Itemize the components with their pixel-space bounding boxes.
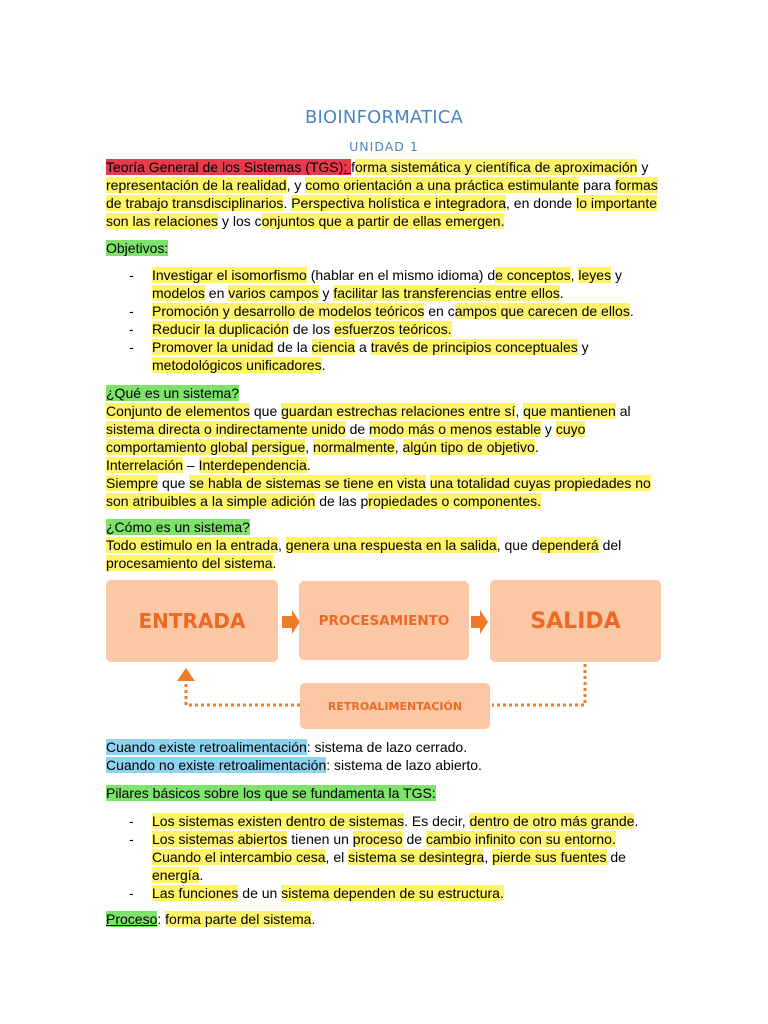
section-heading: Objetivos: (106, 240, 169, 256)
text-run: que (158, 475, 190, 491)
highlight-run: ciencia (311, 339, 356, 355)
highlight-run: cuyo (555, 421, 586, 437)
list-item (106, 302, 666, 320)
objetivos-list (106, 266, 666, 374)
text-run: : sistema de lazo cerrado. (306, 739, 468, 755)
text-run: de (402, 831, 426, 847)
highlight-run: Las funciones (152, 885, 239, 901)
intro-line (106, 158, 666, 176)
highlight-run: Promoción y desarrollo de modelos teóricos (152, 303, 425, 319)
pilares-list (106, 812, 666, 902)
text-run: , en donde (506, 195, 577, 211)
section-heading: ¿Qué es un sistema? (106, 385, 240, 401)
process-box (299, 581, 469, 660)
highlight-run: son las relaciones (106, 213, 219, 229)
system-diagram (106, 580, 662, 720)
text-run: . (306, 457, 311, 473)
highlight-run: guardan estrechas relaciones entre sí (281, 403, 516, 419)
text-run: : sistema de lazo abierto. (326, 757, 482, 773)
intro-line (106, 194, 666, 212)
text-run: de los (288, 321, 335, 337)
text-run: , (570, 267, 579, 283)
highlight-run: Investigar el isomorfismo (152, 267, 307, 283)
highlight-run: representación de la realidad (106, 177, 287, 193)
text-run: , (305, 439, 314, 455)
list-item (106, 338, 666, 374)
section-heading: ¿Cómo es un sistema? (106, 519, 250, 535)
input-box (106, 580, 278, 662)
highlight-run: ampos que carecen de ellos (454, 303, 630, 319)
intro-line (106, 212, 666, 230)
text-run: al (615, 403, 631, 419)
arrow-up-icon (177, 668, 195, 681)
text-run: , (278, 537, 286, 553)
highlight-run: Interdependencia (198, 457, 307, 473)
intro-paragraph (106, 158, 666, 230)
highlight-run: sistema se desintegra (348, 849, 485, 865)
objetivos-heading (106, 239, 666, 257)
highlight-run: Los sistemas abiertos (152, 831, 288, 847)
text-run: , y (286, 177, 306, 193)
output-box (490, 580, 661, 662)
intro-line (106, 176, 666, 194)
text-run: y (611, 267, 622, 283)
text-run: . (199, 867, 204, 883)
arrow-right-icon (282, 610, 300, 634)
text-run: para (579, 177, 615, 193)
text-run: de las p (315, 493, 369, 509)
highlight-run: son atribuibles a la simple adición (106, 493, 316, 509)
highlight-run: Perspectiva holística e integradora (291, 195, 507, 211)
pilares-list-block (106, 812, 666, 902)
highlight-run: algún tipo de objetivo (402, 439, 535, 455)
output-label: SALIDA (530, 608, 621, 634)
highlight-run: onjuntos que a partir de ellas emergen. (261, 213, 505, 229)
text-run: . (629, 303, 634, 319)
text-run: en (204, 285, 229, 301)
tgs-term: Teoría General de los Sistemas (TGS) (106, 159, 344, 175)
page-title: BIOINFORMATICA (304, 107, 464, 128)
text-run: de un (238, 885, 282, 901)
highlight-run: esfuerzos teóricos. (334, 321, 452, 337)
highlight-run: pierde sus fuentes (492, 849, 607, 865)
highlight-run: comportamiento global (106, 439, 248, 455)
page-subtitle: UNIDAD 1 (349, 139, 419, 154)
text-run: a (355, 339, 371, 355)
text-run: en c (424, 303, 455, 319)
highlight-run: cambio infinito con su entorno. (425, 831, 616, 847)
highlight-run: dentro de otro más grande (469, 813, 635, 829)
objetivos-list-block (106, 266, 666, 374)
text-run: . (311, 911, 316, 927)
como-paragraph (106, 518, 666, 572)
input-label: ENTRADA (138, 609, 246, 633)
section-heading: Pilares básicos sobre los que se fundamenta la TGS: (106, 785, 436, 801)
highlight-run: orma sistemática y científica de aproximación (354, 159, 638, 175)
highlight-run: Todo estimulo en la entrada (106, 537, 278, 553)
highlight-run: se habla de sistemas se tiene en vista (189, 475, 426, 491)
feedback-label: RETROALIMENTACIÓN (327, 699, 463, 713)
text-run: . Es decir, (404, 813, 470, 829)
highlight-run: ropiedades o componentes. (368, 493, 542, 509)
text-run: . (534, 439, 539, 455)
text-run: de la (273, 339, 312, 355)
text-run: que (250, 403, 282, 419)
highlight-run: sistema directa o indirectamente unido (106, 421, 346, 437)
highlight-run: través de principios conceptuales (370, 339, 578, 355)
highlight-run: procesamiento del sistema (106, 555, 273, 571)
list-item (106, 812, 666, 830)
text-run: – (183, 457, 199, 473)
highlight-run: una totalidad cuyas propiedades no (429, 475, 651, 491)
arrow-right-icon (471, 610, 488, 634)
list-item (106, 320, 666, 338)
text-run: de (606, 849, 626, 865)
text-run: . (559, 285, 564, 301)
highlight-run: persigue (251, 439, 306, 455)
text-run: (hablar en el mismo idioma) d (306, 267, 496, 283)
text-run: f (351, 159, 355, 175)
text-run: del (598, 537, 622, 553)
highlight-run: modelos (152, 285, 205, 301)
text-run: : (343, 159, 352, 175)
highlight-run: Reducir la duplicación (152, 321, 289, 337)
highlight-run: genera una respuesta en la salida (285, 537, 497, 553)
pilares-heading (106, 784, 666, 802)
sistema-paragraph (106, 384, 666, 510)
highlight-run: forma parte del sistema (165, 911, 312, 927)
text-run: , (515, 403, 524, 419)
highlight-run: modo más o menos estable (369, 421, 542, 437)
text-run: , (394, 439, 403, 455)
text-run: . (283, 195, 292, 211)
highlight-run: Promover la unidad (152, 339, 274, 355)
highlight-run: Cuando el intercambio cesa (152, 849, 326, 865)
highlight-run: Cuando existe retroalimentación (106, 739, 307, 755)
highlight-run: leyes (578, 267, 612, 283)
highlight-run: formas (615, 177, 658, 193)
text-run: tienen un (287, 831, 353, 847)
text-run: : (157, 911, 166, 927)
highlight-run: Los sistemas existen dentro de sistemas (152, 813, 405, 829)
text-run: , que d (496, 537, 540, 553)
proceso-term: Proceso (106, 911, 158, 927)
text-run: , (484, 849, 493, 865)
text-run: . (272, 555, 277, 571)
highlight-run: varios campos (228, 285, 319, 301)
text-run: de (345, 421, 370, 437)
highlight-run: Conjunto de elementos (106, 403, 250, 419)
text-run (248, 439, 252, 455)
highlight-run: como orientación a una práctica estimulante (305, 177, 580, 193)
text-run: . (634, 813, 639, 829)
proceso-line (106, 910, 666, 928)
highlight-run: e conceptos (495, 267, 571, 283)
text-run: y (637, 159, 649, 175)
highlight-run: facilitar las transferencias entre ellos (333, 285, 560, 301)
highlight-run: metodológicos unificadores (152, 357, 322, 373)
text-run: y (541, 421, 556, 437)
process-label: PROCESAMIENTO (318, 612, 450, 629)
feedback-box (300, 683, 490, 729)
highlight-run: lo importante (576, 195, 658, 211)
list-item (106, 884, 666, 902)
highlight-run: normalmente (313, 439, 395, 455)
highlight-run: energía (152, 867, 200, 883)
list-item (106, 266, 666, 302)
highlight-run: que mantienen (523, 403, 616, 419)
text-run: y (577, 339, 589, 355)
text-run: y (318, 285, 334, 301)
highlight-run: Siempre (106, 475, 159, 491)
highlight-run: Interrelación (106, 457, 184, 473)
highlight-run: ependerá (539, 537, 599, 553)
highlight-run: de trabajo transdisciplinarios (106, 195, 284, 211)
lazo-paragraph (106, 738, 666, 774)
highlight-run: Cuando no existe retroalimentación (106, 757, 327, 773)
highlight-run: sistema dependen de su estructura. (281, 885, 504, 901)
text-run: , el (325, 849, 349, 865)
highlight-run: proceso (352, 831, 403, 847)
text-run: . (321, 357, 326, 373)
text-run: y los c (218, 213, 262, 229)
list-item (106, 830, 666, 884)
